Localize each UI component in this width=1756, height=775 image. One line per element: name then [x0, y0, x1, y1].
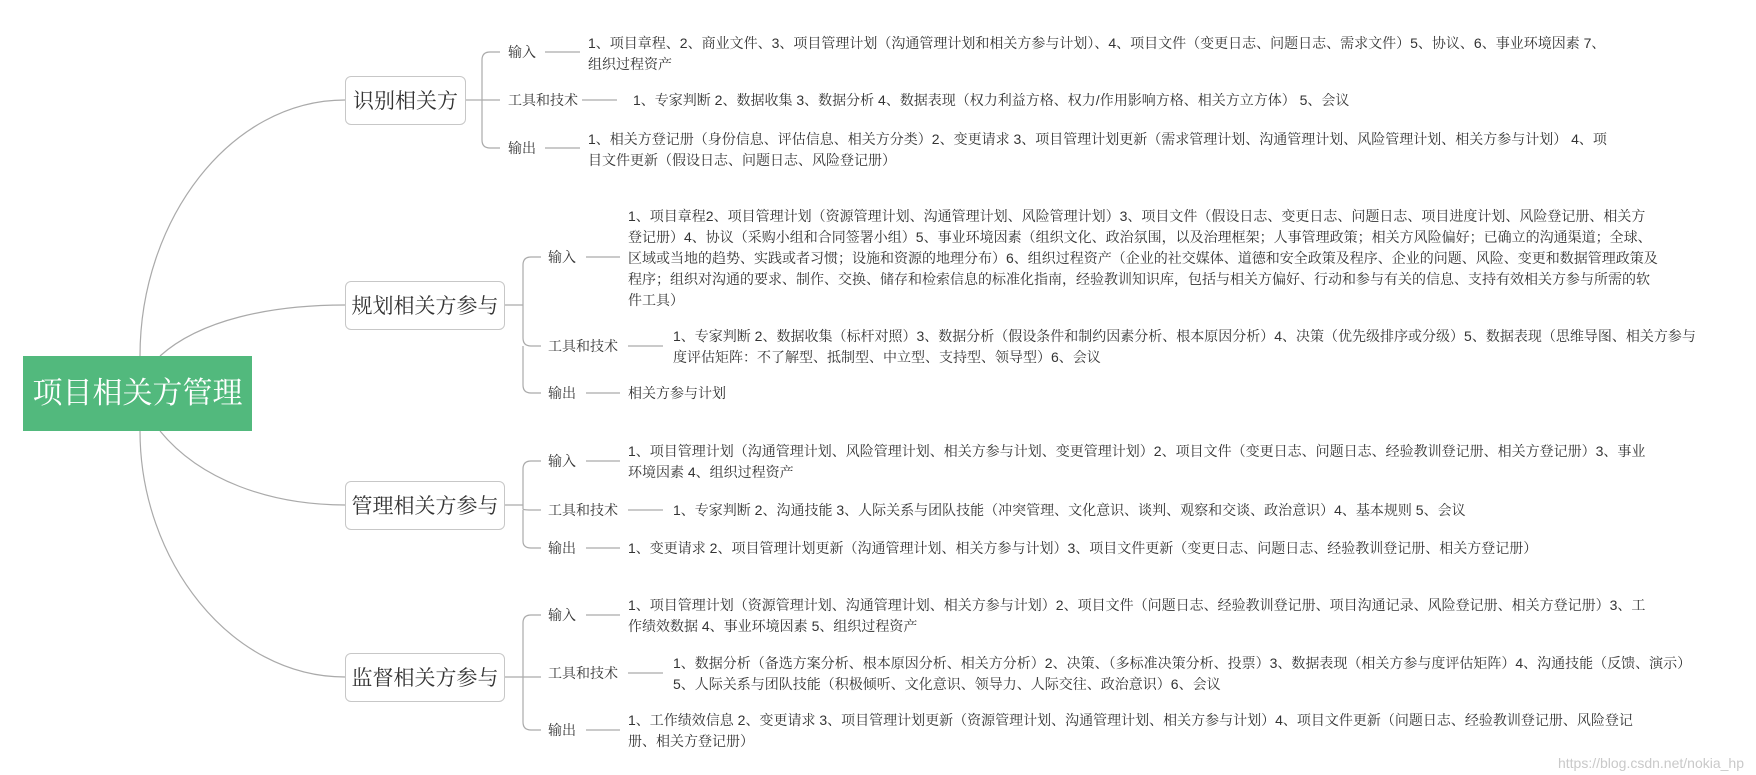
b0-output-label[interactable]: 输出 [508, 140, 536, 156]
branch-identify-stakeholders[interactable]: 识别相关方 [345, 76, 466, 125]
b1-output-label[interactable]: 输出 [548, 385, 576, 401]
b2-output-text: 1、变更请求 2、项目管理计划更新（沟通管理计划、相关方参与计划）3、项目文件更新（变更日志、问题日志、经验教训登记册、相关方登记册） [628, 540, 1538, 556]
b0-input-text: 1、项目章程、2、商业文件、3、项目管理计划（沟通管理计划和相关方参与计划）、4、项目文件（变更日志、问题日志、需求文件）5、协议、6、事业环境因素 7、组织过程资产 [588, 35, 1606, 72]
b0-tools-text: 1、专家判断 2、数据收集 3、数据分析 4、数据表现（权力利益方格、权力/作用影响方格、相关方立方体） 5、会议 [633, 92, 1350, 108]
watermark: https://blog.csdn.net/nokia_hp [1557, 755, 1744, 771]
b1-tools-label[interactable]: 工具和技术 [548, 338, 618, 354]
b3-output-text: 1、工作绩效信息 2、变更请求 3、项目管理计划更新（资源管理计划、沟通管理计划、相关方参与计划）4、项目文件更新（问题日志、经验教训登记册、风险登记册、相关方登记册） [628, 712, 1633, 749]
b2-tools-text: 1、专家判断 2、沟通技能 3、人际关系与团队技能（冲突管理、文化意识、谈判、观察和交谈、政治意识）4、基本规则 5、会议 [673, 502, 1466, 518]
b2-input-label[interactable]: 输入 [548, 453, 576, 469]
b2-tools-label[interactable]: 工具和技术 [548, 502, 618, 518]
connector-root-b0 [140, 100, 345, 356]
b3-tools-label[interactable]: 工具和技术 [548, 665, 618, 681]
connector-root-b3 [140, 431, 345, 677]
branch-manage-engagement[interactable]: 管理相关方参与 [345, 481, 505, 530]
b0-output-text: 1、相关方登记册（身份信息、评估信息、相关方分类）2、变更请求 3、项目管理计划更新（需求管理计划、沟通管理计划、风险管理计划、相关方参与计划） 4、项目文件更新（假设日志、问题日志、风险登记册） [588, 131, 1607, 168]
b3-output-label[interactable]: 输出 [548, 722, 576, 738]
branch-plan-engagement[interactable]: 规划相关方参与 [345, 281, 505, 330]
connector-root-b2 [160, 431, 345, 505]
b1-output-text: 相关方参与计划 [628, 385, 726, 401]
b2-input-text: 1、项目管理计划（沟通管理计划、风险管理计划、相关方参与计划、变更管理计划）2、项目文件（变更日志、问题日志、经验教训登记册、相关方登记册）3、事业环境因素 4、组织过程资产 [628, 443, 1646, 480]
branch-monitor-engagement[interactable]: 监督相关方参与 [345, 653, 505, 702]
root-node[interactable]: 项目相关方管理 [23, 356, 252, 431]
b1-tools-text: 1、专家判断 2、数据收集（标杆对照）3、数据分析（假设条件和制约因素分析、根本原因分析）4、决策（优先级排序或分级）5、数据表现（思维导图、相关方参与度评估矩阵：不了解型、抵制型、中立型、支持型、领导型）6、会议 [673, 328, 1696, 365]
b3-input-text: 1、项目管理计划（资源管理计划、沟通管理计划、相关方参与计划）2、项目文件（问题日志、经验教训登记册、项目沟通记录、风险登记册、相关方登记册）3、工作绩效数据 4、事业环境因素 5、组织过程资产 [628, 597, 1646, 634]
b1-input-text: 1、项目章程2、项目管理计划（资源管理计划、沟通管理计划、风险管理计划）3、项目文件（假设日志、变更日志、问题日志、项目进度计划、风险登记册、相关方登记册）4、协议（采购小组和合同签署小组）5、事业环境因素（组织文化、政治氛围，以及治理框架；人事管理政策；相关方风险偏好；已确立的沟通渠道；全球、区域或当地的趋势、实践或者习惯；设施和资源的地理分布）6、组织过程资产（企业的社交媒体、道德和安全政策及程序、企业的问题、风险、变更和数据管理政策及程序；组织对沟通的要求、制作、交换、储存和检索信息的标准化指南，经验教训知识库，包括与相关方偏好、行动和参与有关的信息、支持有效相关方参与所需的软件工具） [628, 208, 1658, 308]
b0-input-label[interactable]: 输入 [508, 44, 536, 60]
b1-input-label[interactable]: 输入 [548, 249, 576, 265]
b2-output-label[interactable]: 输出 [548, 540, 576, 556]
b0-tools-label[interactable]: 工具和技术 [508, 92, 578, 108]
b3-tools-text: 1、数据分析（备选方案分析、根本原因分析、相关方分析）2、决策、（多标准决策分析、投票）3、数据表现（相关方参与度评估矩阵）4、沟通技能（反馈、演示）5、人际关系与团队技能（积极倾听、文化意识、领导力、人际交往、政治意识）6、会议 [673, 655, 1692, 692]
b3-input-label[interactable]: 输入 [548, 607, 576, 623]
connector-root-b1 [160, 305, 345, 356]
